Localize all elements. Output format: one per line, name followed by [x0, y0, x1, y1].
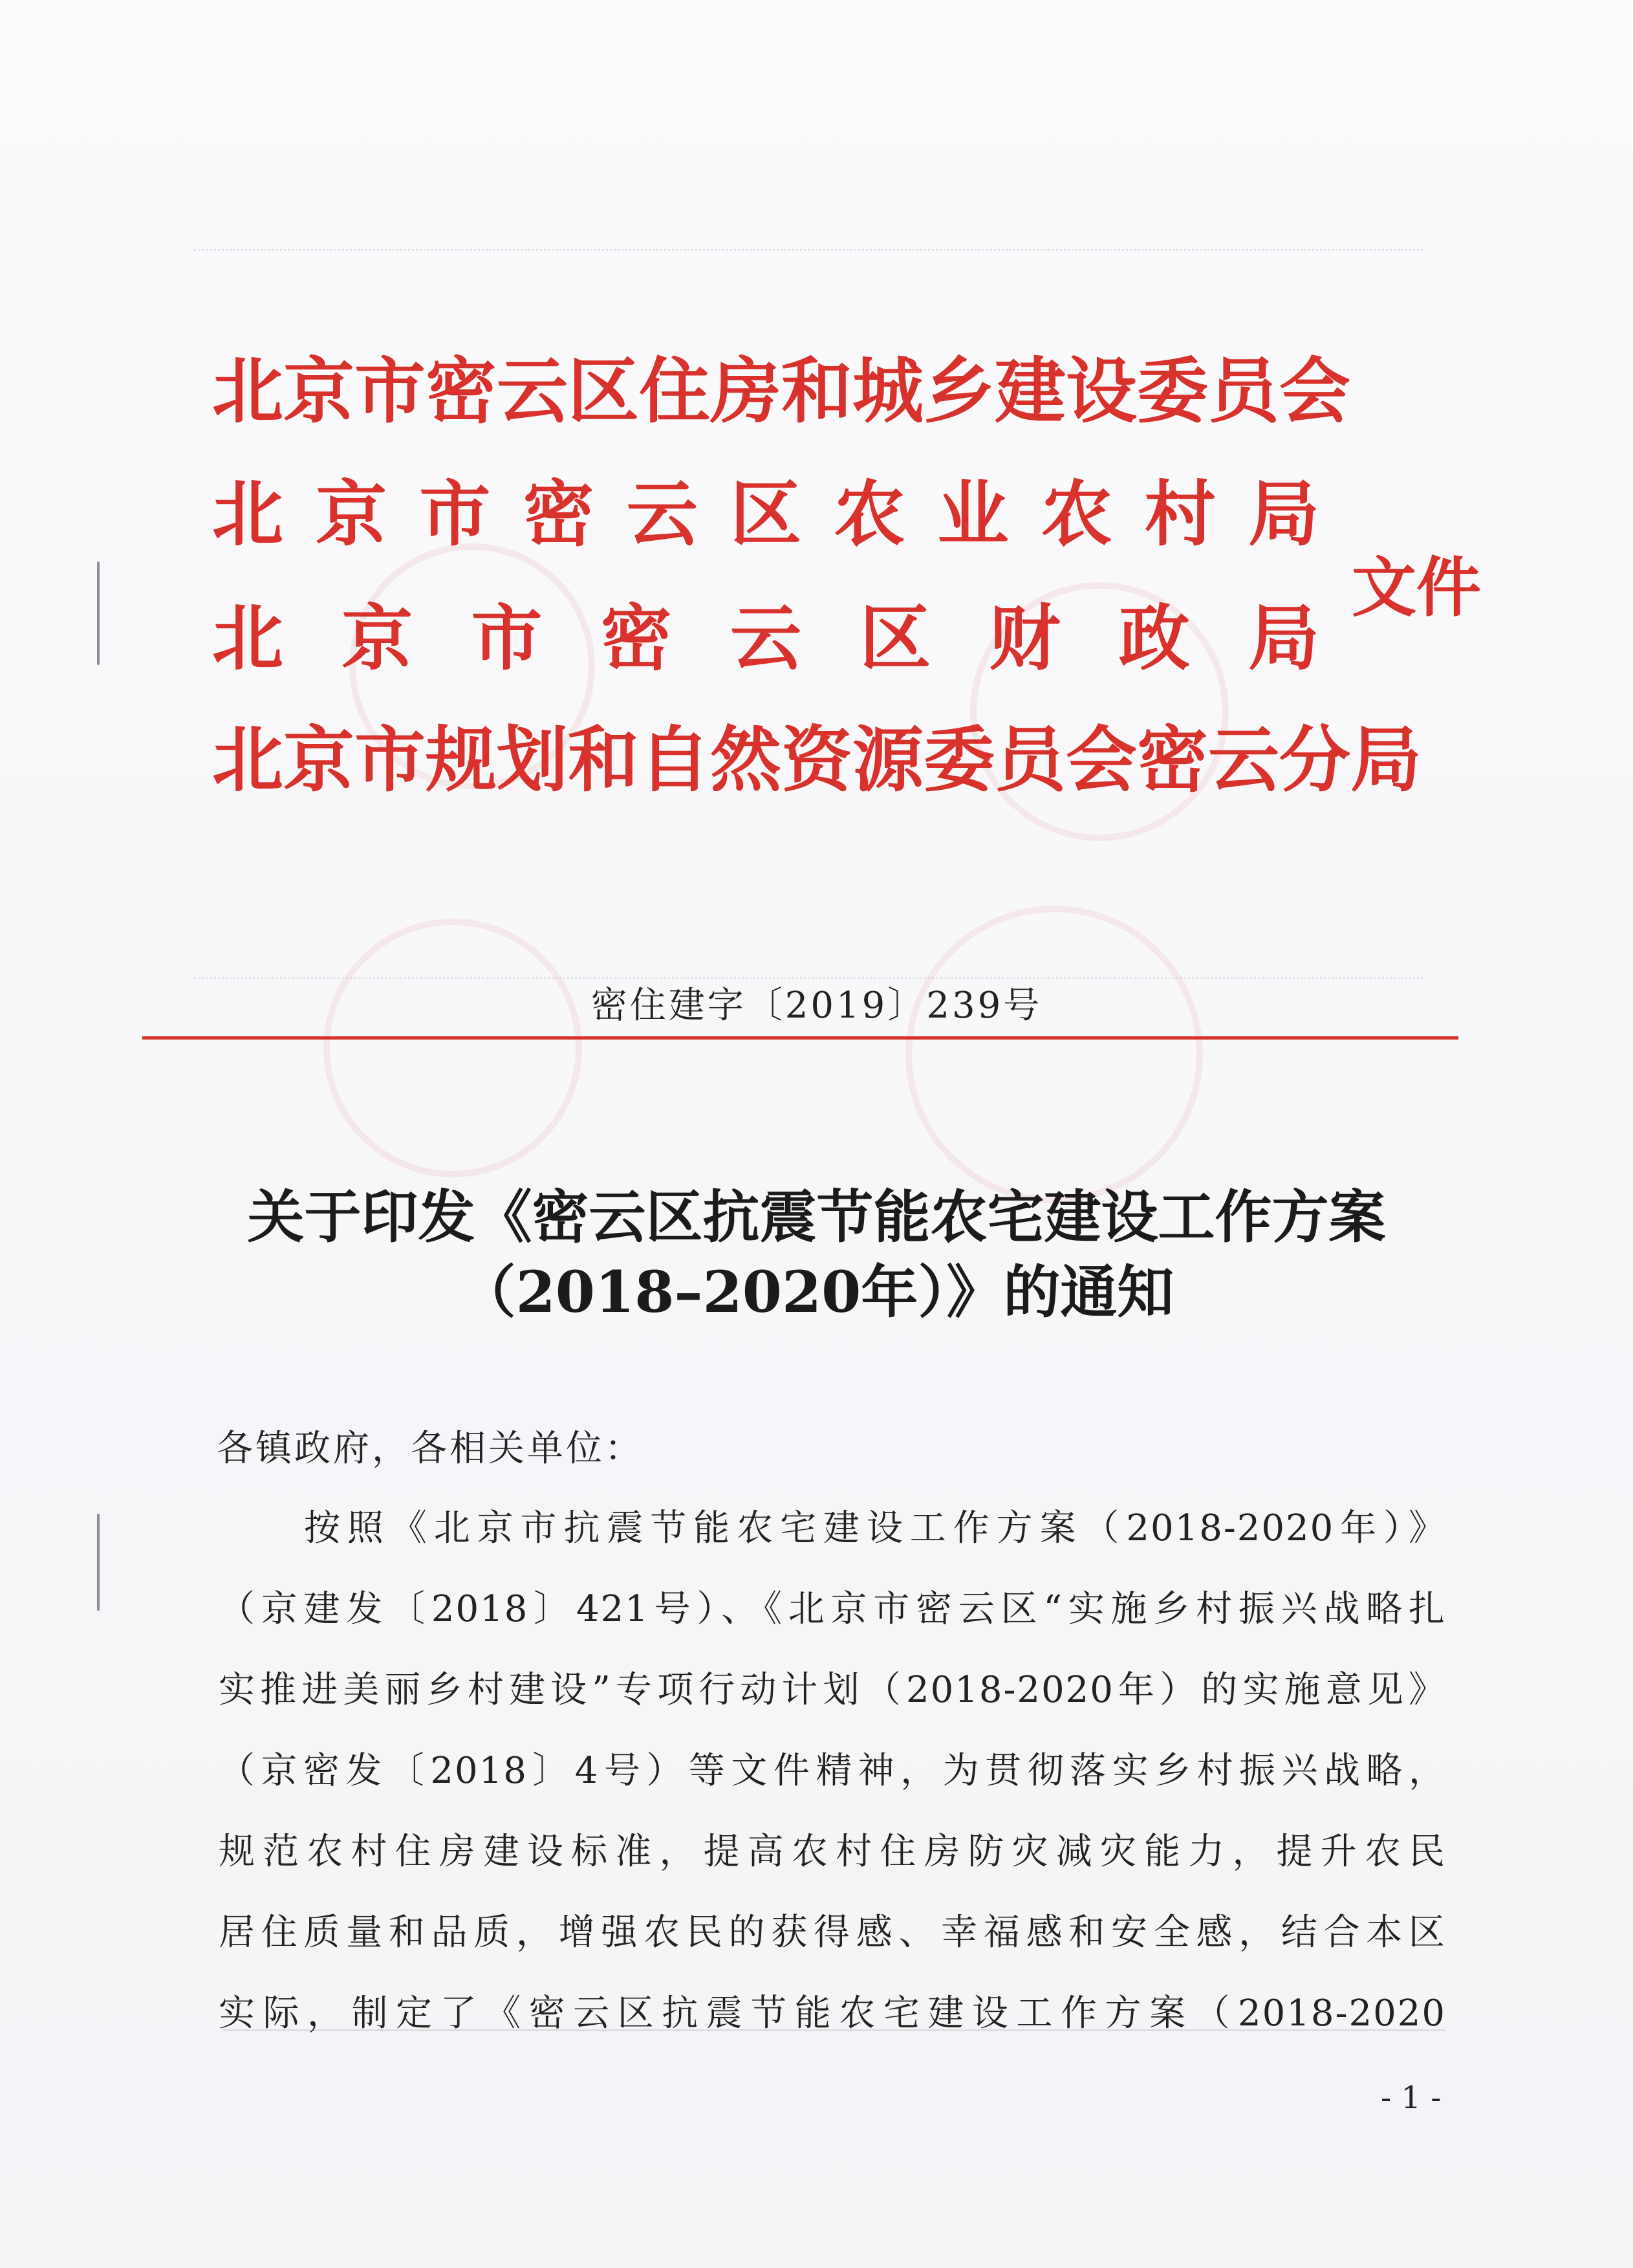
- issuer-line-3: 北京市密云区财政局: [212, 596, 1319, 680]
- body-line: 按照《北京市抗震节能农宅建设工作方案（2018-2020年）》: [304, 1507, 1446, 1549]
- showthrough-footer-rule: [223, 2029, 1445, 2031]
- showthrough-seal: [323, 919, 582, 1177]
- salutation: 各镇政府，各相关单位：: [217, 1428, 643, 1470]
- page-number: - 1 -: [1381, 2080, 1442, 2116]
- document-title-line-1: 关于印发《密云区抗震节能农宅建设工作方案: [247, 1183, 1386, 1250]
- showthrough-ghost: [194, 223, 1423, 262]
- issuer-suffix: 文件: [1352, 549, 1481, 626]
- document-title-line-2: （2018–2020年）》的通知: [459, 1258, 1174, 1325]
- staple-mark: [97, 1514, 100, 1611]
- body-line: 实推进美丽乡村建设”专项行动计划（2018-2020年）的实施意见》: [219, 1669, 1446, 1711]
- body-line: （京建发〔2018〕421号）、《北京市密云区“实施乡村振兴战略扎: [219, 1588, 1446, 1630]
- red-separator-line: [142, 1036, 1458, 1040]
- document-number: 密住建字〔2019〕239号: [590, 985, 1043, 1027]
- staple-mark: [97, 562, 100, 665]
- body-line: 实际，制定了《密云区抗震节能农宅建设工作方案（2018-2020: [219, 1992, 1446, 2034]
- body-line: 居住质量和品质，增强农民的获得感、幸福感和安全感，结合本区: [219, 1912, 1446, 1954]
- issuer-line-2: 北京市密云区农业农村局: [212, 472, 1319, 556]
- body-line: 规范农村住房建设标准，提高农村住房防灾减灾能力，提升农民: [219, 1831, 1446, 1873]
- showthrough-seal: [905, 906, 1203, 1203]
- issuer-line-1: 北京市密云区住房和城乡建设委员会: [212, 349, 1350, 433]
- body-line: （京密发〔2018〕4号）等文件精神，为贯彻落实乡村振兴战略，: [219, 1750, 1446, 1792]
- issuer-line-4: 北京市规划和自然资源委员会密云分局: [212, 718, 1422, 801]
